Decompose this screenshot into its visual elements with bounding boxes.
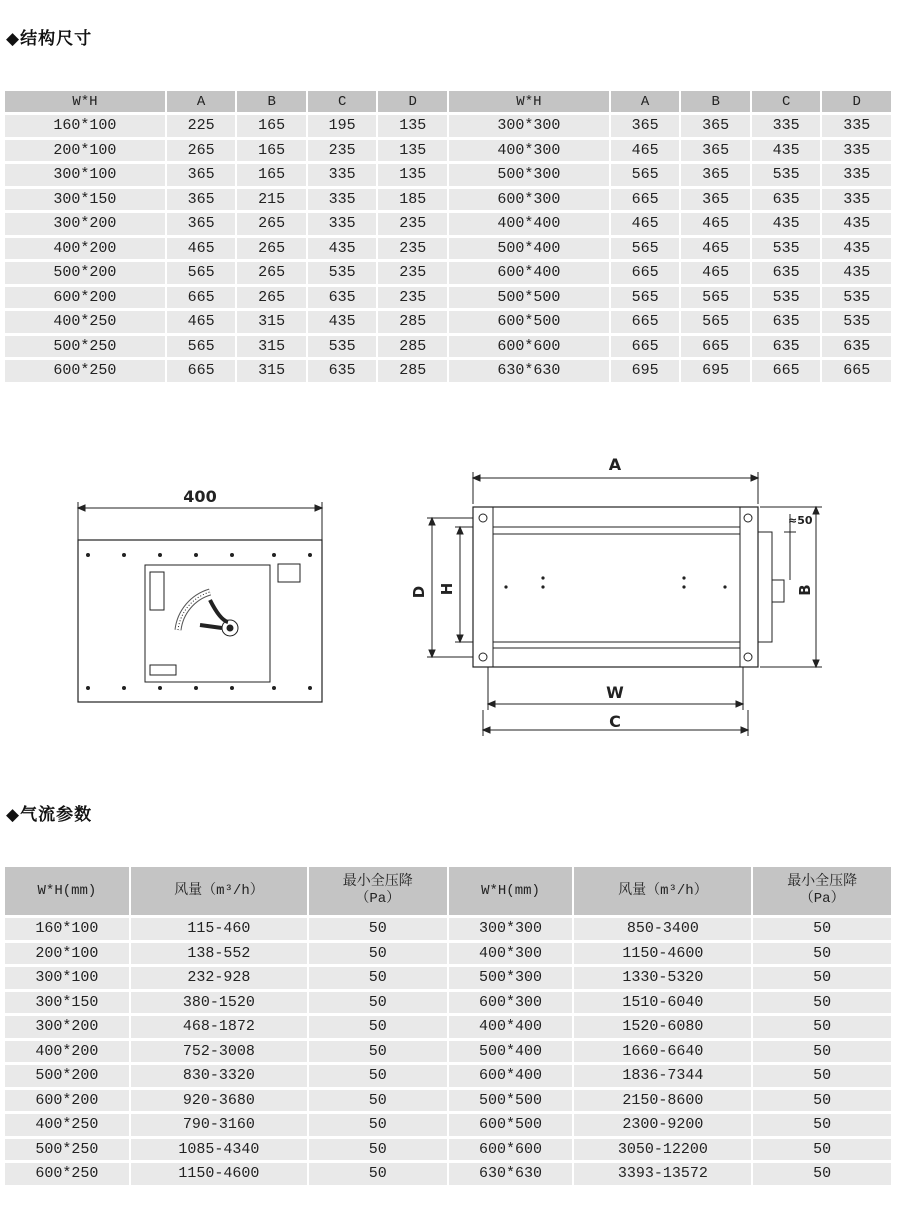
table-cell: 1150-4600 [574,943,751,965]
table-cell: 600*400 [449,1065,573,1087]
column-header-line: W*H(mm) [37,882,97,899]
table-cell: 50 [753,1016,891,1038]
table-cell: 565 [611,164,680,186]
damper-dimension-drawing [410,452,830,742]
table-cell: 50 [309,1139,447,1161]
table-cell: 565 [167,262,236,284]
table-cell: 1330-5320 [574,967,751,989]
table-cell: 535 [308,336,377,358]
airflow-table [3,864,893,1188]
table-cell: 235 [308,140,377,162]
table-cell: 315 [237,311,306,333]
table-cell: 500*300 [449,967,573,989]
table-cell: 135 [378,164,447,186]
actuator-front-drawing [70,480,330,715]
structure-section-title: ◆结构尺寸 [6,29,93,49]
table-cell: 50 [309,1065,447,1087]
table-cell: 50 [309,1041,447,1063]
table-row [5,189,891,211]
table-cell: 50 [309,918,447,940]
table-cell: 365 [167,189,236,211]
table-cell: 830-3320 [131,1065,307,1087]
column-header-line: （Pa） [799,891,845,907]
table-cell: 400*200 [5,1041,129,1063]
table-cell: 400*250 [5,311,165,333]
table-cell: 3050-12200 [574,1139,751,1161]
table-cell: 600*500 [449,311,609,333]
table-cell: 665 [167,360,236,382]
dimension-a-label: A [608,455,622,474]
table-cell: 850-3400 [574,918,751,940]
column-header [131,867,307,915]
table-cell: 2300-9200 [574,1114,751,1136]
table-cell: 465 [167,311,236,333]
table-cell: 265 [237,287,306,309]
table-row [5,918,891,940]
table-cell: 535 [752,164,821,186]
table-cell: 635 [822,336,891,358]
table-cell: 300*100 [5,164,165,186]
table-cell: 435 [308,311,377,333]
table-cell: 335 [308,164,377,186]
table-cell: 600*250 [5,1163,129,1185]
table-cell: 635 [308,360,377,382]
column-header-line: 风量（m³/h） [618,882,708,899]
table-cell: 465 [611,213,680,235]
table-cell: 565 [681,311,750,333]
table-cell: 50 [753,1065,891,1087]
table-cell: 565 [681,287,750,309]
table-cell: 300*200 [5,1016,129,1038]
table-cell: 635 [752,311,821,333]
table-cell: 665 [167,287,236,309]
table-cell: 1085-4340 [131,1139,307,1161]
table-cell: 400*400 [449,213,609,235]
table-row [5,1139,891,1161]
column-header-line: 最小全压降 [342,874,413,890]
column-header: C [752,91,821,112]
table-cell: 365 [681,140,750,162]
table-cell: 50 [753,943,891,965]
table-cell: 315 [237,360,306,382]
table-cell: 565 [167,336,236,358]
table-cell: 200*100 [5,943,129,965]
column-header-line: 最小全压降 [787,874,858,890]
gap-50-label: ≈50 [788,514,813,527]
table-cell: 400*200 [5,238,165,260]
column-header: B [237,91,306,112]
table-cell: 1836-7344 [574,1065,751,1087]
table-cell: 435 [752,213,821,235]
table-cell: 365 [681,189,750,211]
table-cell: 500*300 [449,164,609,186]
column-header: B [681,91,750,112]
column-header: A [611,91,680,112]
table-row [5,115,891,137]
table-cell: 265 [237,213,306,235]
table-cell: 635 [308,287,377,309]
table-row [5,1090,891,1112]
column-header: W*H [5,91,165,112]
table-cell: 50 [309,967,447,989]
table-cell: 535 [822,287,891,309]
table-cell: 138-552 [131,943,307,965]
table-cell: 235 [378,262,447,284]
table-row [5,1041,891,1063]
table-cell: 665 [611,189,680,211]
table-cell: 365 [167,213,236,235]
table-row [5,311,891,333]
table-cell: 285 [378,360,447,382]
table-cell: 285 [378,336,447,358]
table-cell: 665 [752,360,821,382]
table-cell: 630*630 [449,1163,573,1185]
table-cell: 50 [753,918,891,940]
table-cell: 1660-6640 [574,1041,751,1063]
table-cell: 535 [752,287,821,309]
table-cell: 1510-6040 [574,992,751,1014]
table-cell: 500*200 [5,1065,129,1087]
table-cell: 920-3680 [131,1090,307,1112]
table-cell: 50 [753,1163,891,1185]
table-cell: 1520-6080 [574,1016,751,1038]
table-cell: 600*600 [449,1139,573,1161]
table-cell: 185 [378,189,447,211]
dimensions-header-row [5,91,891,112]
dimension-b-label: B [796,584,814,596]
table-cell: 232-928 [131,967,307,989]
table-cell: 300*150 [5,189,165,211]
airflow-header-row [5,867,891,915]
table-cell: 50 [753,1114,891,1136]
table-row [5,1163,891,1185]
table-row [5,164,891,186]
table-row [5,238,891,260]
column-header: W*H [449,91,609,112]
column-header-line: W*H(mm) [481,882,540,899]
table-cell: 265 [167,140,236,162]
table-cell: 235 [378,287,447,309]
table-cell: 535 [752,238,821,260]
table-cell: 565 [611,287,680,309]
table-cell: 1150-4600 [131,1163,307,1185]
table-cell: 665 [681,336,750,358]
table-cell: 790-3160 [131,1114,307,1136]
table-cell: 50 [753,1090,891,1112]
table-cell: 50 [309,992,447,1014]
table-cell: 300*100 [5,967,129,989]
column-header [753,867,891,915]
table-cell: 135 [378,115,447,137]
table-row [5,992,891,1014]
table-cell: 465 [681,213,750,235]
table-cell: 600*200 [5,1090,129,1112]
airflow-section-title: ◆气流参数 [6,805,93,825]
table-cell: 600*600 [449,336,609,358]
table-cell: 500*400 [449,238,609,260]
table-cell: 435 [752,140,821,162]
table-cell: 50 [309,1090,447,1112]
table-row [5,287,891,309]
table-cell: 115-460 [131,918,307,940]
table-row [5,1016,891,1038]
table-cell: 635 [752,189,821,211]
table-cell: 435 [822,262,891,284]
table-cell: 435 [822,238,891,260]
table-cell: 500*250 [5,1139,129,1161]
table-cell: 165 [237,115,306,137]
table-cell: 365 [167,164,236,186]
table-cell: 200*100 [5,140,165,162]
table-cell: 535 [308,262,377,284]
column-header: C [308,91,377,112]
column-header: D [378,91,447,112]
table-cell: 50 [753,967,891,989]
table-cell: 300*150 [5,992,129,1014]
table-cell: 500*500 [449,287,609,309]
table-cell: 335 [822,115,891,137]
table-cell: 315 [237,336,306,358]
table-cell: 235 [378,213,447,235]
table-cell: 300*300 [449,115,609,137]
table-cell: 285 [378,311,447,333]
dimension-h-label: H [438,582,456,596]
table-cell: 695 [681,360,750,382]
table-cell: 300*300 [449,918,573,940]
table-cell: 3393-13572 [574,1163,751,1185]
table-cell: 335 [308,189,377,211]
table-cell: 335 [822,189,891,211]
table-cell: 300*200 [5,213,165,235]
table-row [5,140,891,162]
table-cell: 400*400 [449,1016,573,1038]
table-cell: 465 [681,238,750,260]
table-cell: 365 [681,164,750,186]
table-row [5,943,891,965]
column-header: D [822,91,891,112]
width-400-label: 400 [183,487,217,506]
table-row [5,1065,891,1087]
table-cell: 600*500 [449,1114,573,1136]
table-cell: 160*100 [5,918,129,940]
column-header-line: （Pa） [355,891,401,907]
table-cell: 465 [167,238,236,260]
table-cell: 50 [309,1114,447,1136]
table-cell: 195 [308,115,377,137]
table-cell: 752-3008 [131,1041,307,1063]
table-cell: 265 [237,262,306,284]
table-cell: 380-1520 [131,992,307,1014]
table-cell: 565 [611,238,680,260]
table-cell: 50 [753,1139,891,1161]
table-cell: 135 [378,140,447,162]
column-header-line: 风量（m³/h） [174,882,264,899]
table-cell: 400*300 [449,943,573,965]
table-cell: 630*630 [449,360,609,382]
table-cell: 635 [752,262,821,284]
table-row [5,336,891,358]
table-cell: 500*500 [449,1090,573,1112]
dimension-d-label: D [410,585,428,599]
table-cell: 635 [752,336,821,358]
table-cell: 500*200 [5,262,165,284]
column-header [449,867,573,915]
table-cell: 365 [611,115,680,137]
table-cell: 435 [822,213,891,235]
table-cell: 335 [822,140,891,162]
table-cell: 50 [309,943,447,965]
table-cell: 335 [308,213,377,235]
table-cell: 435 [308,238,377,260]
table-cell: 500*250 [5,336,165,358]
table-cell: 695 [611,360,680,382]
table-cell: 365 [681,115,750,137]
table-cell: 665 [611,262,680,284]
table-cell: 50 [309,1163,447,1185]
dimension-w-label: W [606,683,624,702]
table-cell: 465 [681,262,750,284]
table-cell: 2150-8600 [574,1090,751,1112]
table-cell: 535 [822,311,891,333]
column-header [309,867,447,915]
table-cell: 50 [753,1041,891,1063]
column-header [5,867,129,915]
table-cell: 265 [237,238,306,260]
table-cell: 335 [752,115,821,137]
table-row [5,967,891,989]
table-cell: 400*300 [449,140,609,162]
column-header [574,867,751,915]
table-row [5,360,891,382]
table-cell: 600*300 [449,189,609,211]
table-cell: 50 [753,992,891,1014]
table-cell: 600*200 [5,287,165,309]
table-cell: 665 [611,336,680,358]
table-cell: 235 [378,238,447,260]
table-cell: 465 [611,140,680,162]
table-cell: 215 [237,189,306,211]
table-cell: 600*300 [449,992,573,1014]
table-cell: 165 [237,164,306,186]
table-cell: 335 [822,164,891,186]
table-cell: 468-1872 [131,1016,307,1038]
dimensions-table [3,88,893,385]
table-row [5,1114,891,1136]
column-header: A [167,91,236,112]
table-cell: 50 [309,1016,447,1038]
table-cell: 665 [611,311,680,333]
table-cell: 165 [237,140,306,162]
dimension-c-label: C [609,712,621,731]
table-cell: 600*400 [449,262,609,284]
table-cell: 400*250 [5,1114,129,1136]
table-cell: 600*250 [5,360,165,382]
table-cell: 225 [167,115,236,137]
table-row [5,262,891,284]
table-cell: 160*100 [5,115,165,137]
table-cell: 665 [822,360,891,382]
table-cell: 500*400 [449,1041,573,1063]
table-row [5,213,891,235]
